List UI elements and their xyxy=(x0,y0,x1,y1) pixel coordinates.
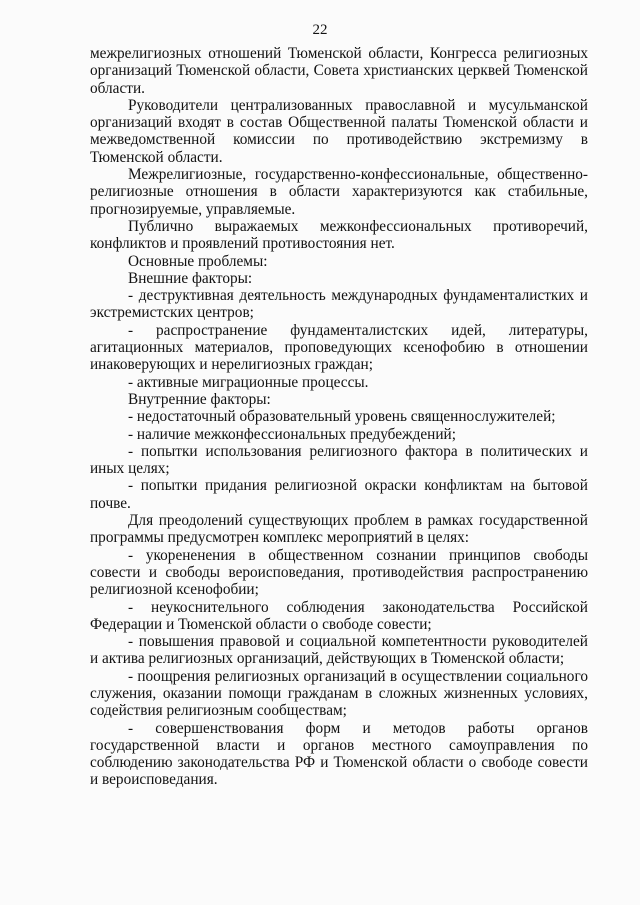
list-item: - укорененения в общественном сознании принципов свободы совести и свободы вероисповедания, противодействия распространению религиозной ксенофобии; xyxy=(90,546,588,599)
list-item: - распространение фундаменталистских идей, литературы, агитационных материалов, проповедующих ксенофобию в отношении инаковерующих и нерелигиозных граждан; xyxy=(90,321,588,374)
paragraph: Публично выражаемых межконфессиональных противоречий, конфликтов и проявлений противостояния нет. xyxy=(90,217,588,253)
list-item: - повышения правовой и социальной компетентности руководителей и актива религиозных организаций, действующих в Тюменской области; xyxy=(90,633,588,668)
list-item: - попытки придания религиозной окраски конфликтам на бытовой почве. xyxy=(90,477,588,512)
section-heading: Внешние факторы: xyxy=(128,269,253,287)
section-heading: Основные проблемы: xyxy=(128,252,268,270)
paragraph: межрелигиозных отношений Тюменской области, Конгресса религиозных организаций Тюменской области, Совета христианских церквей Тюменской области. xyxy=(90,45,588,97)
list-item: - совершенствования форм и методов работы органов государственной власти и органов местного самоуправления по соблюдению законодательства РФ и Тюменской области о свободе совести и вероисповедания. xyxy=(90,719,588,789)
paragraph: Для преодолений существующих проблем в рамках государственной программы предусмотрен комплекс мероприятий в целях: xyxy=(90,512,588,547)
paragraph: Руководители централизованных православной и мусульманской организаций входят в состав Общественной палаты Тюменской области и межведомственной комиссии по противодействию экстремизму в Тюменской области. xyxy=(90,96,588,166)
list-item: - попытки использования религиозного фактора в политических и иных целях; xyxy=(90,442,588,478)
list-item: - недостаточный образовательный уровень священнослужителей; xyxy=(128,408,556,426)
list-item: - поощрения религиозных организаций в осуществлении социального служения, оказании помощи гражданам в сложных жизненных условиях, содействия религиозным сообществам; xyxy=(90,667,588,720)
section-heading: Внутренние факторы: xyxy=(128,390,271,408)
list-item: - наличие межконфессиональных предубеждений; xyxy=(128,425,456,443)
paragraph: Межрелигиозные, государственно-конфессиональные, общественно-религиозные отношения в области характеризуются как стабильные, прогнозируемые, управляемые. xyxy=(90,166,588,218)
list-item: - неукоснительного соблюдения законодательства Российской Федерации и Тюменской области о свободе совести; xyxy=(90,598,588,633)
page-number: 22 xyxy=(312,22,328,38)
list-item: - активные миграционные процессы. xyxy=(128,373,369,391)
document-body xyxy=(90,45,588,789)
list-item: - деструктивная деятельность международных фундаменталистких и экстремистских центров; xyxy=(90,287,588,322)
